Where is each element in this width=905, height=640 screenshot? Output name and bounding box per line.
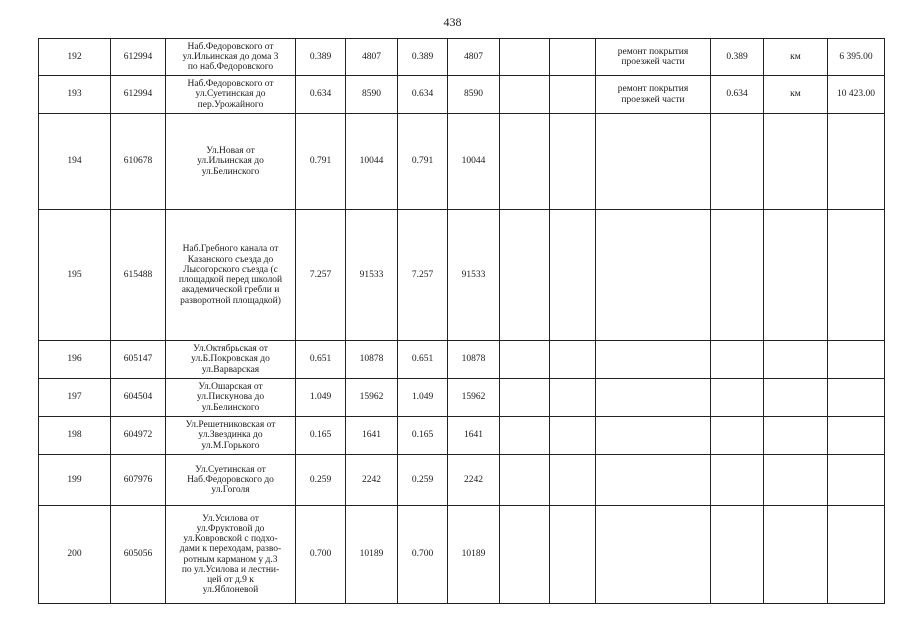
length-repair: 0.259 <box>398 455 448 506</box>
cost <box>828 210 885 341</box>
work-length <box>711 417 764 455</box>
area-repair: 10044 <box>448 114 500 210</box>
empty-cell <box>550 114 596 210</box>
empty-cell <box>550 210 596 341</box>
table-row <box>39 379 885 417</box>
row-number: 195 <box>39 210 111 341</box>
empty-cell <box>500 506 550 604</box>
length-total: 0.389 <box>296 39 346 76</box>
cost: 10 423.00 <box>828 76 885 114</box>
unit <box>764 455 828 506</box>
empty-cell <box>550 506 596 604</box>
empty-cell <box>550 455 596 506</box>
unit: км <box>764 39 828 76</box>
unit <box>764 506 828 604</box>
unit <box>764 114 828 210</box>
road-code: 605056 <box>111 506 166 604</box>
road-name: Ул.Решетниковская от ул.Звездинка до ул.М.Горького <box>166 417 296 455</box>
empty-cell <box>500 210 550 341</box>
area-total: 1641 <box>346 417 398 455</box>
length-total: 0.634 <box>296 76 346 114</box>
road-code: 605147 <box>111 341 166 379</box>
row-number: 194 <box>39 114 111 210</box>
road-name: Наб.Федоровского от ул.Суетинская до пер.Урожайного <box>166 76 296 114</box>
unit <box>764 379 828 417</box>
empty-cell <box>500 455 550 506</box>
empty-cell <box>500 379 550 417</box>
row-number: 197 <box>39 379 111 417</box>
empty-cell <box>550 341 596 379</box>
row-number: 196 <box>39 341 111 379</box>
area-repair: 4807 <box>448 39 500 76</box>
length-repair: 0.791 <box>398 114 448 210</box>
work-length <box>711 114 764 210</box>
area-total: 15962 <box>346 379 398 417</box>
work-type <box>596 455 711 506</box>
empty-cell <box>550 417 596 455</box>
road-code: 610678 <box>111 114 166 210</box>
length-total: 0.651 <box>296 341 346 379</box>
work-type <box>596 506 711 604</box>
work-type <box>596 379 711 417</box>
road-code: 612994 <box>111 76 166 114</box>
work-length <box>711 210 764 341</box>
empty-cell <box>500 417 550 455</box>
empty-cell <box>500 76 550 114</box>
work-type <box>596 114 711 210</box>
unit <box>764 210 828 341</box>
row-number: 193 <box>39 76 111 114</box>
table-row <box>39 341 885 379</box>
area-repair: 15962 <box>448 379 500 417</box>
table-row <box>39 39 885 76</box>
work-type: ремонт покрытия проезжей части <box>596 76 711 114</box>
cost <box>828 417 885 455</box>
empty-cell <box>550 379 596 417</box>
unit: км <box>764 76 828 114</box>
table-row <box>39 506 885 604</box>
work-length <box>711 506 764 604</box>
cost <box>828 114 885 210</box>
work-length: 0.634 <box>711 76 764 114</box>
cost <box>828 341 885 379</box>
road-name: Ул.Октябрьская от ул.Б.Покровская до ул.Варварская <box>166 341 296 379</box>
length-total: 0.700 <box>296 506 346 604</box>
length-repair: 0.165 <box>398 417 448 455</box>
road-code: 604972 <box>111 417 166 455</box>
length-total: 7.257 <box>296 210 346 341</box>
empty-cell <box>500 341 550 379</box>
length-repair: 7.257 <box>398 210 448 341</box>
area-repair: 8590 <box>448 76 500 114</box>
length-repair: 0.389 <box>398 39 448 76</box>
work-type <box>596 341 711 379</box>
row-number: 199 <box>39 455 111 506</box>
area-total: 4807 <box>346 39 398 76</box>
length-repair: 0.634 <box>398 76 448 114</box>
work-length <box>711 379 764 417</box>
area-total: 10189 <box>346 506 398 604</box>
cost <box>828 379 885 417</box>
length-repair: 1.049 <box>398 379 448 417</box>
road-code: 604504 <box>111 379 166 417</box>
table-row <box>39 76 885 114</box>
empty-cell <box>500 39 550 76</box>
road-name: Наб.Гребного канала от Казанского съезда до Лысогорского съезда (с площадкой перед школой академической гребли и разворотной площадкой) <box>166 210 296 341</box>
cost <box>828 455 885 506</box>
row-number: 200 <box>39 506 111 604</box>
area-repair: 2242 <box>448 455 500 506</box>
empty-cell <box>550 76 596 114</box>
unit <box>764 417 828 455</box>
table-row <box>39 455 885 506</box>
area-total: 91533 <box>346 210 398 341</box>
length-repair: 0.700 <box>398 506 448 604</box>
length-total: 0.791 <box>296 114 346 210</box>
unit <box>764 341 828 379</box>
area-total: 10878 <box>346 341 398 379</box>
work-type <box>596 417 711 455</box>
cost <box>828 506 885 604</box>
row-number: 192 <box>39 39 111 76</box>
road-name: Наб.Федоровского от ул.Ильинская до дома 3 по наб.Федоровского <box>166 39 296 76</box>
area-total: 8590 <box>346 76 398 114</box>
area-total: 10044 <box>346 114 398 210</box>
road-name: Ул.Ошарская от ул.Пискунова до ул.Белинского <box>166 379 296 417</box>
road-name: Ул.Суетинская от Наб.Федоровского до ул.Гоголя <box>166 455 296 506</box>
cost: 6 395.00 <box>828 39 885 76</box>
length-repair: 0.651 <box>398 341 448 379</box>
work-type <box>596 210 711 341</box>
work-length <box>711 455 764 506</box>
road-code: 615488 <box>111 210 166 341</box>
work-length <box>711 341 764 379</box>
length-total: 0.259 <box>296 455 346 506</box>
length-total: 0.165 <box>296 417 346 455</box>
empty-cell <box>500 114 550 210</box>
table-row <box>39 417 885 455</box>
road-code: 607976 <box>111 455 166 506</box>
area-repair: 91533 <box>448 210 500 341</box>
row-number: 198 <box>39 417 111 455</box>
work-type: ремонт покрытия проезжей части <box>596 39 711 76</box>
road-name: Ул.Новая от ул.Ильинская до ул.Белинского <box>166 114 296 210</box>
length-total: 1.049 <box>296 379 346 417</box>
area-repair: 10878 <box>448 341 500 379</box>
page-number: 438 <box>443 15 462 29</box>
area-repair: 10189 <box>448 506 500 604</box>
road-name: Ул.Усилова от ул.Фруктовой до ул.Ковровской с подхо- дами к переходам, разво- ротным карманом у д.3 по ул.Усилова и лестни- цей от д.9 к ул.Яблоневой <box>166 506 296 604</box>
road-code: 612994 <box>111 39 166 76</box>
empty-cell <box>550 39 596 76</box>
area-repair: 1641 <box>448 417 500 455</box>
area-total: 2242 <box>346 455 398 506</box>
table-row <box>39 210 885 341</box>
work-length: 0.389 <box>711 39 764 76</box>
table-row <box>39 114 885 210</box>
roads-table <box>38 38 885 604</box>
